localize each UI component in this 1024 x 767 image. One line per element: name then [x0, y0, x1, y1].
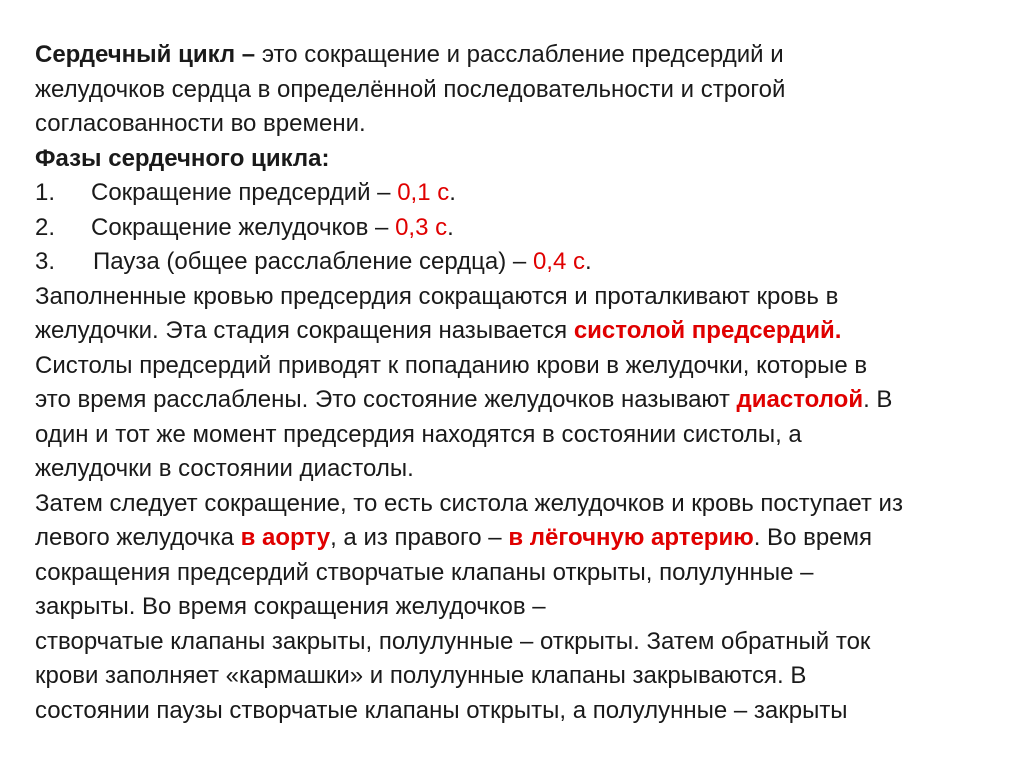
para1-line-3: Систолы предсердий приводят к попаданию крови в желудочки, которые в: [35, 352, 868, 379]
para2-text: . Во время: [753, 524, 873, 551]
para1-line-2: [35, 316, 841, 346]
para1-line-4: [35, 385, 892, 415]
phase-end: .: [449, 179, 456, 206]
para2-line-6: крови заполняет «кармашки» и полулунные клапаны закрываются. В: [35, 662, 807, 689]
para2-line-1: Затем следует сокращение, то есть систола желудочков и кровь поступает из: [35, 490, 903, 517]
para1-line-1: Заполненные кровью предсердия сокращаются и проталкивают кровь в: [35, 283, 839, 310]
phase-text: Пауза (общее расслабление сердца) –: [93, 248, 533, 275]
atrial-systole-term: систолой предсердий.: [573, 317, 842, 344]
diastole-term: диастолой: [736, 386, 864, 413]
phase-duration: 0,1 с: [397, 179, 450, 206]
phases-heading: Фазы сердечного цикла:: [35, 145, 330, 172]
cardiac-cycle-term: Сердечный цикл –: [35, 41, 256, 68]
pulmonary-artery-term: в лёгочную артерию: [508, 524, 754, 551]
para2-line-4: закрыты. Во время сокращения желудочков –: [35, 593, 546, 620]
para1-line-6: желудочки в состоянии диастолы.: [35, 455, 414, 482]
para2-text: , а из правого –: [330, 524, 509, 551]
para1-text: . В: [863, 386, 893, 413]
phase-duration: 0,3 с: [395, 214, 448, 241]
phase-end: .: [584, 248, 592, 275]
para2-text: левого желудочка: [35, 524, 241, 551]
phase-number: 1.: [35, 179, 56, 206]
para1-text: это время расслаблены. Это состояние желудочков называют: [35, 386, 737, 413]
phase-item: [35, 213, 454, 243]
intro-line-3: согласованности во времени.: [35, 110, 366, 137]
phase-number: 2.: [35, 214, 56, 241]
intro-text: это сокращение и расслабление предсердий и: [255, 41, 784, 68]
phase-item: [35, 247, 592, 277]
para1-text: желудочки. Эта стадия сокращения называется: [35, 317, 574, 344]
para2-line-2: [35, 523, 872, 553]
phase-item: [35, 178, 456, 208]
phase-duration: 0,4 с: [532, 248, 585, 275]
para2-line-7: состоянии паузы створчатые клапаны открыты, а полулунные – закрыты: [35, 697, 848, 724]
aorta-term: в аорту: [240, 524, 331, 551]
intro-line-2: желудочков сердца в определённой последовательности и строгой: [35, 76, 786, 103]
intro-line-1: [35, 40, 784, 70]
para2-line-5: створчатые клапаны закрыты, полулунные – открыты. Затем обратный ток: [35, 628, 871, 655]
para2-line-3: сокращения предсердий створчатые клапаны открыты, полулунные –: [35, 559, 814, 586]
phase-text: Сокращение желудочков –: [91, 214, 396, 241]
para1-line-5: один и тот же момент предсердия находятся в состоянии систолы, а: [35, 421, 802, 448]
phase-text: Сокращение предсердий –: [91, 179, 398, 206]
phase-end: .: [447, 214, 454, 241]
phase-number: 3.: [35, 248, 56, 275]
